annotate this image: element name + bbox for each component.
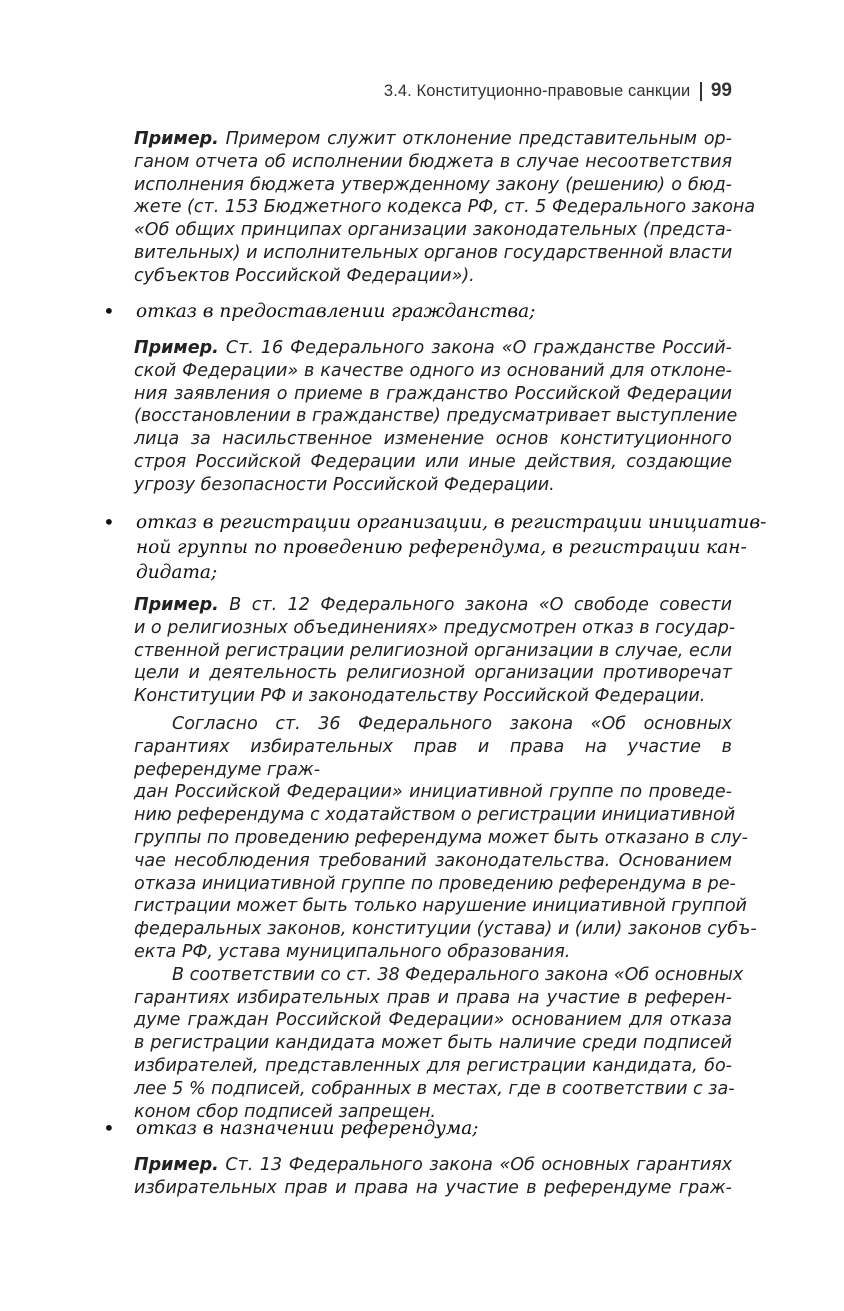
- example-block-1: [134, 128, 756, 288]
- text-line: гарантиях избирательных прав и права на участие в референ-: [134, 987, 732, 1008]
- bullet-item-1: [103, 299, 733, 324]
- text-line: нию референдума с ходатайством о регистрации инициативной: [134, 805, 736, 826]
- text-line: Конституции РФ и законодательству Российской Федерации.: [134, 686, 706, 707]
- example-block-2: [134, 337, 738, 497]
- section-title: 3.4. Конституционно-правовые санкции: [383, 81, 691, 100]
- running-header: [384, 80, 732, 102]
- bullet-marker: •: [103, 299, 115, 323]
- text-line: (восстановлении в гражданстве) предусматривает выступление: [134, 406, 738, 427]
- text-line: ния заявления о приеме в гражданство Российской Федерации: [134, 383, 732, 404]
- page-number: 99: [710, 80, 732, 101]
- text-line: Пример. Ст. 16 Федерального закона «О гражданстве Россий-: [134, 338, 732, 358]
- bullet-text: дидата;: [136, 562, 218, 583]
- bullet-text: отказ в регистрации организации, в регистрации инициатив-: [136, 512, 767, 533]
- text-line: избирательных прав и права на участие в референдуме граж-: [134, 1177, 732, 1198]
- text-line: «Об общих принципах организации законодательных (предста-: [134, 220, 732, 241]
- text-line: Пример. Примером служит отклонение представительным ор-: [134, 129, 732, 149]
- text-line: лица за насильственное изменение основ конституционного: [134, 429, 732, 450]
- text-line: Согласно ст. 36 Федерального закона «Об основных гарантиях избирательных прав и права на участие в референдуме граж-: [134, 713, 732, 780]
- text-line: екта РФ, устава муниципального образования.: [134, 941, 571, 962]
- text-line: Пример. Ст. 13 Федерального закона «Об основных гарантиях: [134, 1155, 732, 1175]
- text-line: избирателей, представленных для регистрации кандидата, бо-: [134, 1055, 732, 1076]
- bullet-text: отказ в предоставлении гражданства;: [136, 301, 536, 322]
- example-label: Пример.: [134, 338, 219, 358]
- paragraph: [134, 964, 744, 1124]
- text-line: в регистрации кандидата может быть наличие среди подписей: [134, 1033, 732, 1054]
- text-line: вительных) и исполнительных органов государственной власти: [134, 242, 733, 263]
- text-line: цели и деятельность религиозной организации противоречат: [134, 663, 732, 684]
- example-block-3: [134, 594, 757, 1123]
- bullet-marker: •: [103, 510, 115, 534]
- text-line: жете (ст. 153 Бюджетного кодекса РФ, ст. 5 Федерального закона: [134, 197, 756, 218]
- example-label: Пример.: [134, 1155, 219, 1175]
- text-line: Пример. В ст. 12 Федерального закона «О свободе совести: [134, 595, 732, 615]
- text-line: федеральных законов, конституции (устава) и (или) законов субъ-: [134, 919, 757, 940]
- text-line: думе граждан Российской Федерации» основанием для отказа: [134, 1010, 732, 1031]
- text-line: коном сбор подписей запрещен.: [134, 1101, 436, 1122]
- bullet-item-2: [103, 510, 767, 585]
- text-line: угрозу безопасности Российской Федерации.: [134, 474, 555, 495]
- text-line: группы по проведению референдума может быть отказано в слу-: [134, 827, 748, 848]
- text-line: лее 5 % подписей, собранных в местах, где в соответствии с за-: [134, 1078, 735, 1099]
- text-line: субъектов Российской Федерации»).: [134, 265, 475, 286]
- text-line: и о религиозных объединениях» предусмотрен отказ в государ-: [134, 617, 736, 638]
- text-line: исполнения бюджета утвержденному закону (решению) о бюд-: [134, 174, 732, 195]
- header-divider: [700, 82, 702, 101]
- text-line: гистрации может быть только нарушение инициативной группой: [134, 896, 747, 917]
- example-label: Пример.: [134, 595, 219, 615]
- bullet-text: отказ в назначении референдума;: [136, 1118, 479, 1139]
- example-label: Пример.: [134, 129, 219, 149]
- text-line: чае несоблюдения требований законодательства. Основанием: [134, 850, 732, 871]
- bullet-text: ной группы по проведению референдума, в регистрации кан-: [136, 537, 747, 558]
- text-line: ственной регистрации религиозной организации в случае, если: [134, 640, 732, 661]
- example-block-4: [134, 1154, 732, 1200]
- text-line: строя Российской Федерации или иные действия, создающие: [134, 451, 732, 472]
- paragraph: [134, 713, 757, 964]
- bullet-marker: •: [103, 1116, 115, 1140]
- text-line: В соответствии со ст. 38 Федерального закона «Об основных: [172, 964, 744, 985]
- text-line: отказа инициативной группе по проведению референдума в ре-: [134, 873, 736, 894]
- text-line: ской Федерации» в качестве одного из оснований для отклоне-: [134, 360, 732, 381]
- text-line: ганом отчета об исполнении бюджета в случае несоответствия: [134, 151, 732, 172]
- text-line: дан Российской Федерации» инициативной группе по проведе-: [134, 782, 732, 803]
- bullet-item-3: [103, 1116, 733, 1141]
